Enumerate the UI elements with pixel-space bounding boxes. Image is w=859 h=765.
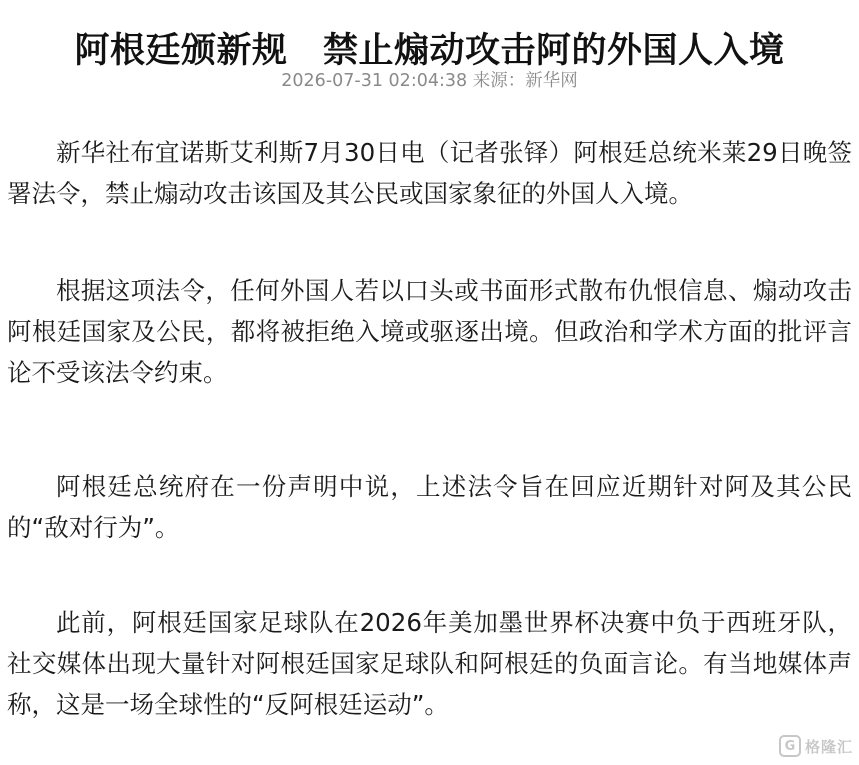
gelonghui-logo-icon: G <box>779 735 801 757</box>
watermark-text: 格隆汇 <box>804 737 853 756</box>
headline: 阿根廷颁新规 禁止煽动攻击阿的外国人入境 <box>74 31 785 72</box>
watermark <box>779 735 853 757</box>
paragraph: 此前，阿根廷国家足球队在2026年美加墨世界杯决赛中负于西班牙队，社交媒体出现大量针对阿根廷国家足球队和阿根廷的负面言论。有当地媒体声称，这是一场全球性的“反阿根廷运动”。 <box>7 608 852 719</box>
paragraph: 阿根廷总统府在一份声明中说，上述法令旨在回应近期针对阿及其公民的“敌对行为”。 <box>7 472 852 542</box>
article-meta: 2026-07-31 02:04:38 来源：新华网 <box>281 71 578 91</box>
paragraph: 根据这项法令，任何外国人若以口头或书面形式散布仇恨信息、煽动攻击阿根廷国家及公民，都将被拒绝入境或驱逐出境。但政治和学术方面的批评言论不受该法令约束。 <box>7 276 852 387</box>
paragraph: 新华社布宜诺斯艾利斯7月30日电（记者张铎）阿根廷总统米莱29日晚签署法令，禁止煽动攻击该国及其公民或国家象征的外国人入境。 <box>7 138 852 208</box>
